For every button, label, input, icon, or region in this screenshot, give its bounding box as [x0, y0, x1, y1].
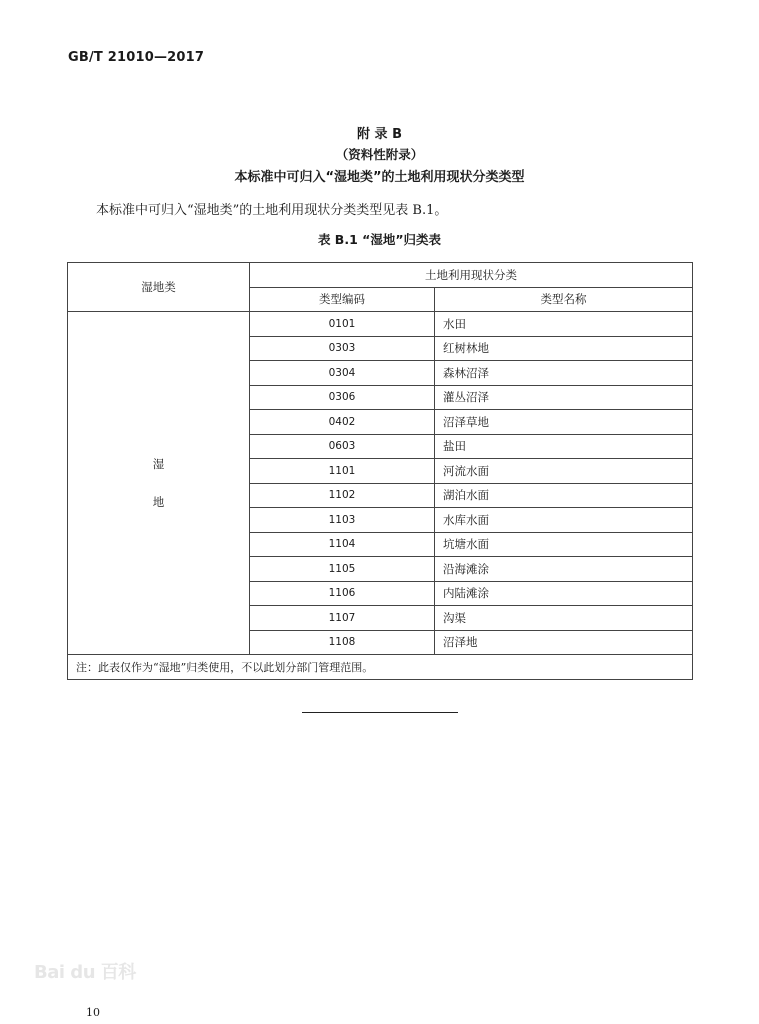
table-note-row: [68, 655, 693, 680]
document-code: GB/T 21010—2017: [68, 50, 205, 65]
table-header-row: [68, 263, 693, 288]
type-name-cell: 沼泽地: [435, 630, 693, 655]
wetland-classification-table: [67, 262, 693, 680]
type-name-cell: 河流水面: [435, 459, 693, 484]
type-name-cell: 沿海滩涂: [435, 557, 693, 582]
header-type-code: 类型编码: [250, 287, 435, 312]
type-code-cell: 1104: [250, 532, 435, 557]
type-name-cell: 坑塘水面: [435, 532, 693, 557]
type-name-cell: 森林沼泽: [435, 361, 693, 386]
wetland-char-2: 地: [152, 495, 165, 509]
type-name-cell: 湖泊水面: [435, 483, 693, 508]
header-type-name: 类型名称: [435, 287, 693, 312]
page-number: 10: [86, 1006, 100, 1019]
type-code-cell: 1101: [250, 459, 435, 484]
type-name-cell: 盐田: [435, 434, 693, 459]
type-code-cell: 0303: [250, 336, 435, 361]
type-code-cell: 1107: [250, 606, 435, 631]
table-row: [68, 312, 693, 337]
appendix-subtitle: （资料性附录）: [335, 147, 424, 162]
appendix-title: 附 录 B: [357, 127, 402, 142]
type-code-cell: 1108: [250, 630, 435, 655]
type-code-cell: 0306: [250, 385, 435, 410]
type-name-cell: 水田: [435, 312, 693, 337]
type-code-cell: 0603: [250, 434, 435, 459]
type-code-cell: 0304: [250, 361, 435, 386]
table-body: [68, 312, 693, 655]
type-name-cell: 水库水面: [435, 508, 693, 533]
watermark-logo: Bai du 百科: [34, 962, 136, 983]
type-name-cell: 沟渠: [435, 606, 693, 631]
type-code-cell: 1106: [250, 581, 435, 606]
table-note: 注：此表仅作为“湿地”归类使用，不以此划分部门管理范围。: [68, 655, 693, 680]
type-code-cell: 1103: [250, 508, 435, 533]
type-code-cell: 1102: [250, 483, 435, 508]
type-code-cell: 1105: [250, 557, 435, 582]
type-name-cell: 灌丛沼泽: [435, 385, 693, 410]
type-name-cell: 红树林地: [435, 336, 693, 361]
type-name-cell: 内陆滩涂: [435, 581, 693, 606]
appendix-heading: 本标准中可归入“湿地类”的土地利用现状分类类型: [234, 170, 525, 185]
body-paragraph: 本标准中可归入“湿地类”的土地利用现状分类类型见表 B.1。: [96, 203, 448, 218]
type-code-cell: 0101: [250, 312, 435, 337]
header-wetland-class: 湿地类: [68, 263, 250, 312]
end-rule: [302, 712, 458, 713]
header-landuse-classification: 土地利用现状分类: [250, 263, 693, 288]
type-name-cell: 沼泽草地: [435, 410, 693, 435]
wetland-class-cell: [68, 312, 250, 655]
type-code-cell: 0402: [250, 410, 435, 435]
wetland-char-1: 湿: [152, 457, 165, 471]
table-caption: 表 B.1 “湿地”归类表: [317, 232, 442, 247]
